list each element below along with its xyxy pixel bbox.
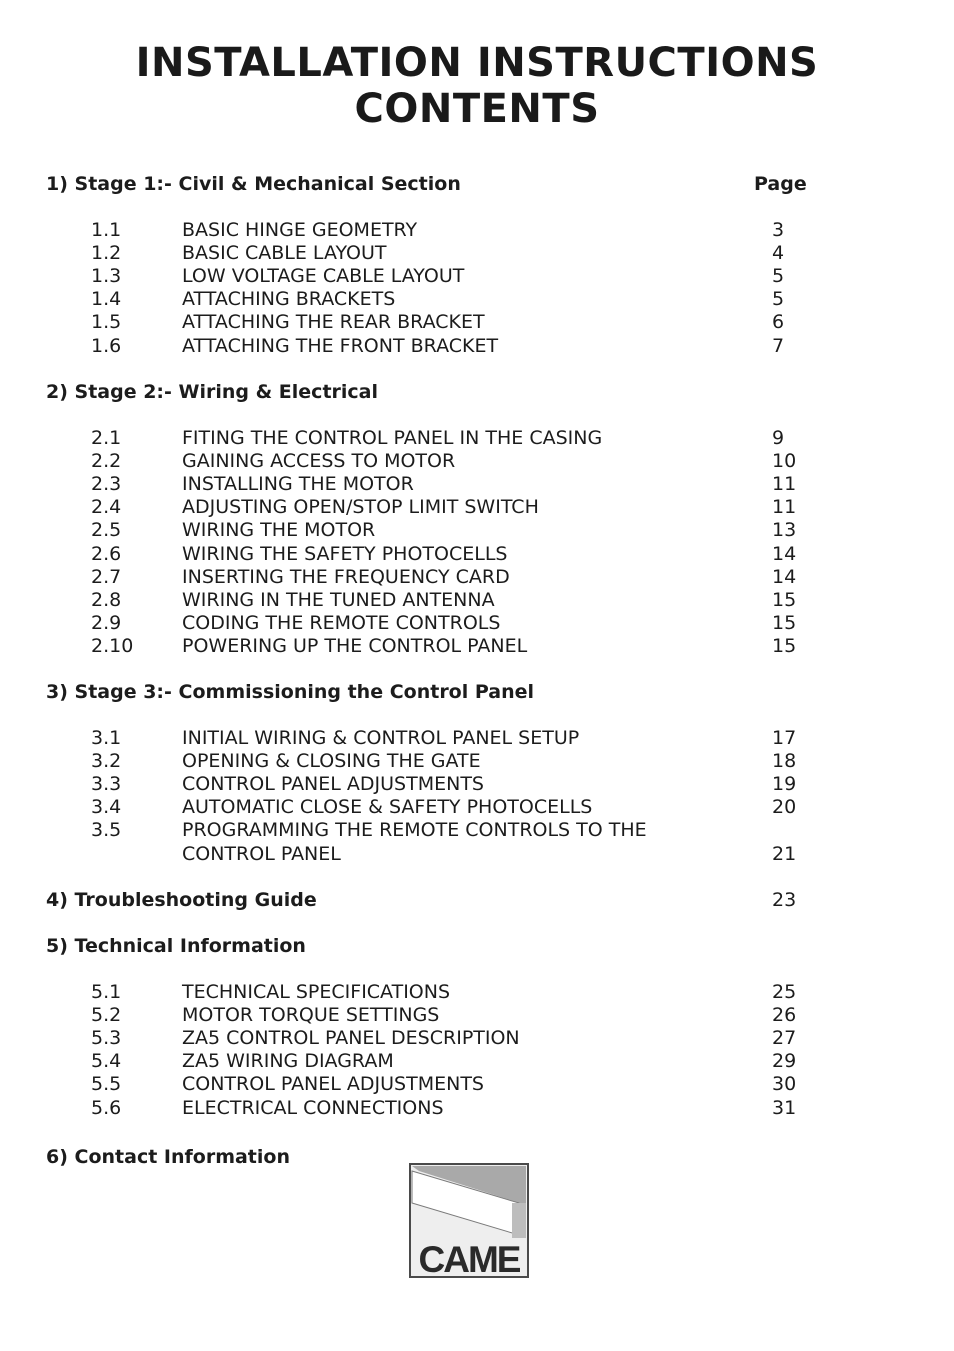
toc-entry	[0, 1073, 954, 1096]
toc-entry-number: 2.7	[91, 565, 122, 588]
toc-entry-number: 1.5	[91, 311, 122, 334]
section-heading: 6) Contact Information	[46, 1146, 290, 1168]
toc-entry-title: ADJUSTING OPEN/STOP LIMIT SWITCH	[182, 496, 539, 519]
toc-entry-page: 17	[772, 727, 797, 749]
toc-entry-title: WIRING THE MOTOR	[182, 519, 376, 542]
toc-entry-page: 29	[772, 1050, 797, 1073]
toc-entry	[0, 773, 954, 796]
toc-entry-title: ZA5 CONTROL PANEL DESCRIPTION	[182, 1027, 520, 1050]
toc-entry-page: 25	[772, 981, 797, 1003]
toc-entry	[0, 981, 954, 1004]
toc-entry	[0, 635, 954, 658]
page-title-line-2: CONTENTS	[354, 86, 600, 132]
page-title-line-1: INSTALLATION INSTRUCTIONS	[135, 40, 819, 86]
toc-entry-title: AUTOMATIC CLOSE & SAFETY PHOTOCELLS	[182, 796, 593, 819]
toc-entry	[0, 612, 954, 635]
toc-entry-page: 15	[772, 634, 797, 657]
toc-entry-title: ATTACHING BRACKETS	[182, 288, 396, 311]
toc-entry-page: 31	[772, 1096, 797, 1119]
toc-entry-number: 3.3	[91, 773, 122, 796]
toc-entry-number: 2.1	[91, 427, 122, 449]
toc-entry-title: BASIC CABLE LAYOUT	[182, 242, 387, 265]
toc-entry-number: 3.2	[91, 750, 122, 773]
toc-entry-number: 5.4	[91, 1050, 122, 1073]
toc-entry-page: 5	[772, 288, 785, 311]
toc-entry-page: 14	[772, 542, 797, 565]
toc-entry-title: LOW VOLTAGE CABLE LAYOUT	[182, 265, 465, 288]
toc-entry	[0, 1027, 954, 1050]
toc-entry-title: CONTROL PANEL ADJUSTMENTS	[182, 1073, 484, 1096]
toc-entry-number: 2.3	[91, 473, 122, 496]
toc-entry-number: 2.10	[91, 634, 134, 657]
toc-entry-page: 14	[772, 565, 797, 588]
toc-entry	[0, 1050, 954, 1073]
section-page-number: 23	[772, 889, 797, 911]
toc-entry-page: 13	[772, 519, 797, 542]
section-heading: 1) Stage 1:- Civil & Mechanical Section	[46, 173, 461, 195]
toc-entry-number: 2.9	[91, 611, 122, 634]
toc-entry-page: 26	[772, 1004, 797, 1027]
toc-entry	[0, 543, 954, 566]
toc-entry	[0, 750, 954, 773]
logo-side-bar	[512, 1203, 526, 1238]
toc-entry-title: OPENING & CLOSING THE GATE	[182, 750, 481, 773]
toc-entry-page: 5	[772, 265, 785, 288]
toc-entry	[0, 819, 954, 842]
section-heading-row	[0, 889, 954, 912]
toc-entry-title: ATTACHING THE FRONT BRACKET	[182, 334, 499, 357]
toc-entry-number: 2.6	[91, 542, 122, 565]
toc-entry-number: 1.2	[91, 242, 122, 265]
toc-entry-number: 2.4	[91, 496, 122, 519]
toc-entry-number: 2.5	[91, 519, 122, 542]
toc-entry-page: 21	[772, 842, 797, 865]
toc-entry	[0, 796, 954, 819]
toc-entry-number: 2.2	[91, 450, 122, 473]
toc-entry-title: WIRING IN THE TUNED ANTENNA	[182, 588, 495, 611]
toc-entry-title: CONTROL PANEL	[182, 842, 341, 865]
toc-entry-page: 15	[772, 611, 797, 634]
toc-entry-page: 11	[772, 473, 797, 496]
toc-entry-title: POWERING UP THE CONTROL PANEL	[182, 634, 528, 657]
toc-entry-title: CODING THE REMOTE CONTROLS	[182, 611, 501, 634]
toc-entry-page: 19	[772, 773, 797, 796]
toc-entry-number: 3.4	[91, 796, 122, 819]
toc-entry	[0, 566, 954, 589]
toc-entry-page: 18	[772, 750, 797, 773]
toc-entry-title: ZA5 WIRING DIAGRAM	[182, 1050, 394, 1073]
toc-entry-title: GAINING ACCESS TO MOTOR	[182, 450, 456, 473]
toc-entry-number: 3.1	[91, 727, 122, 749]
toc-entry-title: TECHNICAL SPECIFICATIONS	[182, 981, 451, 1003]
toc-entry	[0, 427, 954, 450]
toc-entry-title: BASIC HINGE GEOMETRY	[182, 219, 418, 241]
toc-entry-title: ELECTRICAL CONNECTIONS	[182, 1096, 444, 1119]
toc-entry-page: 30	[772, 1073, 797, 1096]
toc-entry	[0, 450, 954, 473]
toc-entry	[0, 843, 954, 866]
toc-entry	[0, 727, 954, 750]
toc-entry-page: 20	[772, 796, 797, 819]
toc-entry	[0, 589, 954, 612]
toc-entry-page: 4	[772, 242, 785, 265]
toc-entry-page: 15	[772, 588, 797, 611]
page-column-header: Page	[754, 173, 807, 195]
toc-entry	[0, 219, 954, 242]
toc-entry-title: ATTACHING THE REAR BRACKET	[182, 311, 485, 334]
toc-entry-title: INITIAL WIRING & CONTROL PANEL SETUP	[182, 727, 580, 749]
toc-entry	[0, 519, 954, 542]
section-heading-row	[0, 381, 954, 404]
section-heading: 4) Troubleshooting Guide	[46, 889, 317, 911]
toc-entry-page: 7	[772, 334, 785, 357]
toc-entry-title: FITING THE CONTROL PANEL IN THE CASING	[182, 427, 603, 449]
toc-entry	[0, 265, 954, 288]
section-heading-row	[0, 935, 954, 958]
toc-entry	[0, 288, 954, 311]
toc-entry-number: 1.4	[91, 288, 122, 311]
toc-entry-number: 1.6	[91, 334, 122, 357]
toc-entry-page: 3	[772, 219, 785, 241]
toc-entry-title: CONTROL PANEL ADJUSTMENTS	[182, 773, 484, 796]
toc-entry	[0, 311, 954, 334]
section-heading-row	[0, 681, 954, 704]
toc-entry-title: WIRING THE SAFETY PHOTOCELLS	[182, 542, 508, 565]
came-logo	[409, 1163, 529, 1278]
toc-entry-title: MOTOR TORQUE SETTINGS	[182, 1004, 440, 1027]
toc-entry-number: 5.2	[91, 1004, 122, 1027]
toc-entry	[0, 335, 954, 358]
toc-entry-title: INSTALLING THE MOTOR	[182, 473, 414, 496]
toc-entry-title: PROGRAMMING THE REMOTE CONTROLS TO THE	[182, 819, 647, 842]
toc-entry	[0, 1097, 954, 1120]
toc-entry-title: INSERTING THE FREQUENCY CARD	[182, 565, 510, 588]
toc-entry-number: 5.3	[91, 1027, 122, 1050]
toc-entry-number: 5.6	[91, 1096, 122, 1119]
toc-entry-number: 2.8	[91, 588, 122, 611]
logo-wordmark: CAME	[418, 1239, 520, 1278]
toc-entry-number: 5.1	[91, 981, 122, 1003]
toc-entry	[0, 1004, 954, 1027]
section-heading: 3) Stage 3:- Commissioning the Control Panel	[46, 681, 535, 703]
toc-entry-page: 9	[772, 427, 785, 449]
toc-entry	[0, 242, 954, 265]
toc-entry-number: 5.5	[91, 1073, 122, 1096]
section-heading: 5) Technical Information	[46, 935, 306, 957]
toc-entry-page: 27	[772, 1027, 797, 1050]
toc-entry-number: 1.3	[91, 265, 122, 288]
toc-entry-page: 11	[772, 496, 797, 519]
toc-entry	[0, 473, 954, 496]
toc-entry-number: 1.1	[91, 219, 122, 241]
toc-entry-page: 10	[772, 450, 797, 473]
section-heading: 2) Stage 2:- Wiring & Electrical	[46, 381, 379, 403]
toc-entry-number: 3.5	[91, 819, 122, 842]
toc-entry	[0, 496, 954, 519]
section-heading-row	[0, 173, 954, 196]
toc-entry-page: 6	[772, 311, 785, 334]
